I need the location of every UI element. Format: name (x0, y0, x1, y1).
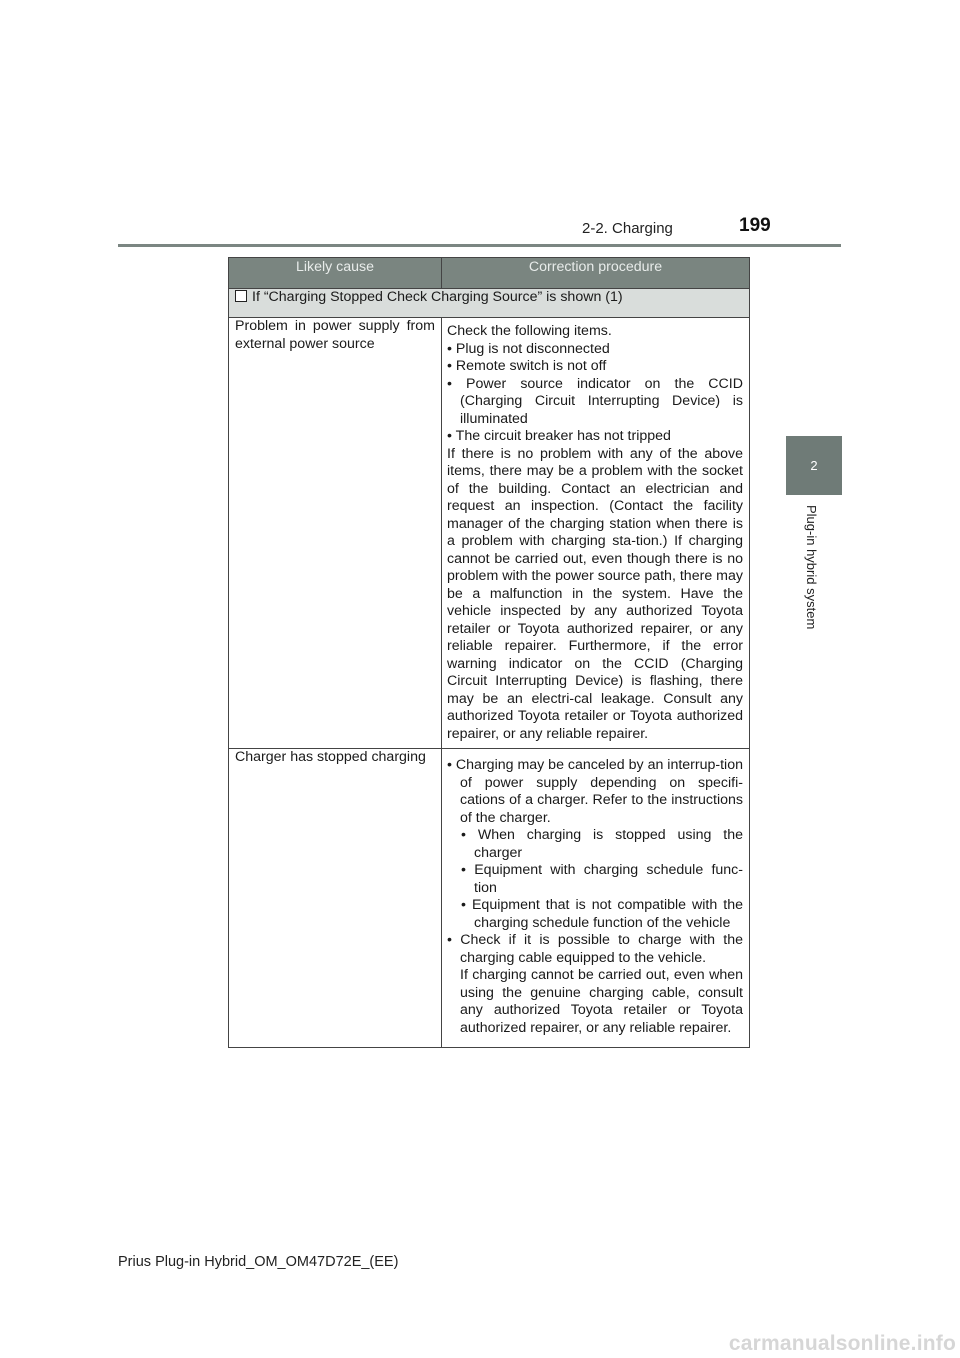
list-item: • Plug is not disconnected (447, 340, 610, 357)
column-header-cause: Likely cause (229, 258, 442, 289)
chapter-title-text: Plug-in hybrid system (804, 505, 819, 630)
table-subheading-row (229, 289, 750, 318)
watermark: carmanualsonline.info (728, 1332, 956, 1355)
page-number: 199 (739, 215, 771, 236)
procedure-paragraph: If charging cannot be carried out, even when using the genuine charging cable, consult any authorized Toyota retailer or Toyota authorized repairer, or any reliable repairer. (460, 967, 743, 1036)
list-item: • Check if it is possible to charge with the charging cable equipped to the vehicle. (447, 932, 743, 966)
check-list (447, 341, 743, 446)
procedure-intro: Check the following items. (447, 323, 612, 339)
procedure-paragraph: If there is no problem with any of the above items, there may be a problem with the socket of the building. Contact an electrician and request an inspection. (Contact the facility manager of the charging station when there is a problem with charging sta-tion.) If charging cannot be carried out, even though there is no problem with the power source path, there may be a malfunction in the system. Have the vehicle inspected by any authorized Toyota retailer or Toyota authorized repairer, or any reliable repairer. Furthermore, if the error warning indicator on the CCID (Charging Circuit Interrupting Device) is flashing, there may be an electri-cal leakage. Consult any authorized Toyota retailer or Toyota authorized repairer, or any reliable repairer. (447, 445, 743, 742)
procedure-list (447, 757, 743, 967)
procedure-cell (442, 749, 750, 1048)
list-item: • Equipment that is not compatible with the charging schedule function of the vehicle (461, 897, 743, 931)
table-row (229, 749, 750, 1048)
cause-cell: Charger has stopped charging (229, 749, 442, 1048)
checkbox-icon (235, 290, 247, 302)
cause-cell: Problem in power supply from external power source (229, 318, 442, 749)
column-header-procedure: Correction procedure (442, 258, 750, 289)
procedure-cell (442, 318, 750, 749)
chapter-tab: 2 (786, 436, 842, 495)
list-item: • Remote switch is not off (447, 358, 607, 374)
list-item: • Power source indicator on the CCID (Charging Circuit Interrupting Device) is illuminated (447, 375, 743, 427)
header-divider (118, 244, 841, 247)
section-title: 2-2. Charging (582, 220, 673, 237)
list-item: • When charging is stopped using the charger (461, 827, 743, 861)
document-footer: Prius Plug-in Hybrid_OM_OM47D72E_(EE) (118, 1254, 399, 1270)
table-header-row (229, 258, 750, 289)
troubleshooting-table (228, 257, 750, 1048)
list-item: • The circuit breaker has not tripped (447, 428, 671, 444)
list-item: • Equipment with charging schedule func-tion (461, 862, 743, 896)
subheading-cell (229, 289, 750, 318)
subheading-text: If “Charging Stopped Check Charging Source” is shown (1) (252, 289, 623, 305)
chapter-title-vertical (804, 505, 824, 645)
table-row (229, 318, 750, 749)
list-item: • Charging may be canceled by an interrup-tion of power supply depending on specifi-cations of a charger. Refer to the instructions of the charger. (447, 757, 743, 826)
